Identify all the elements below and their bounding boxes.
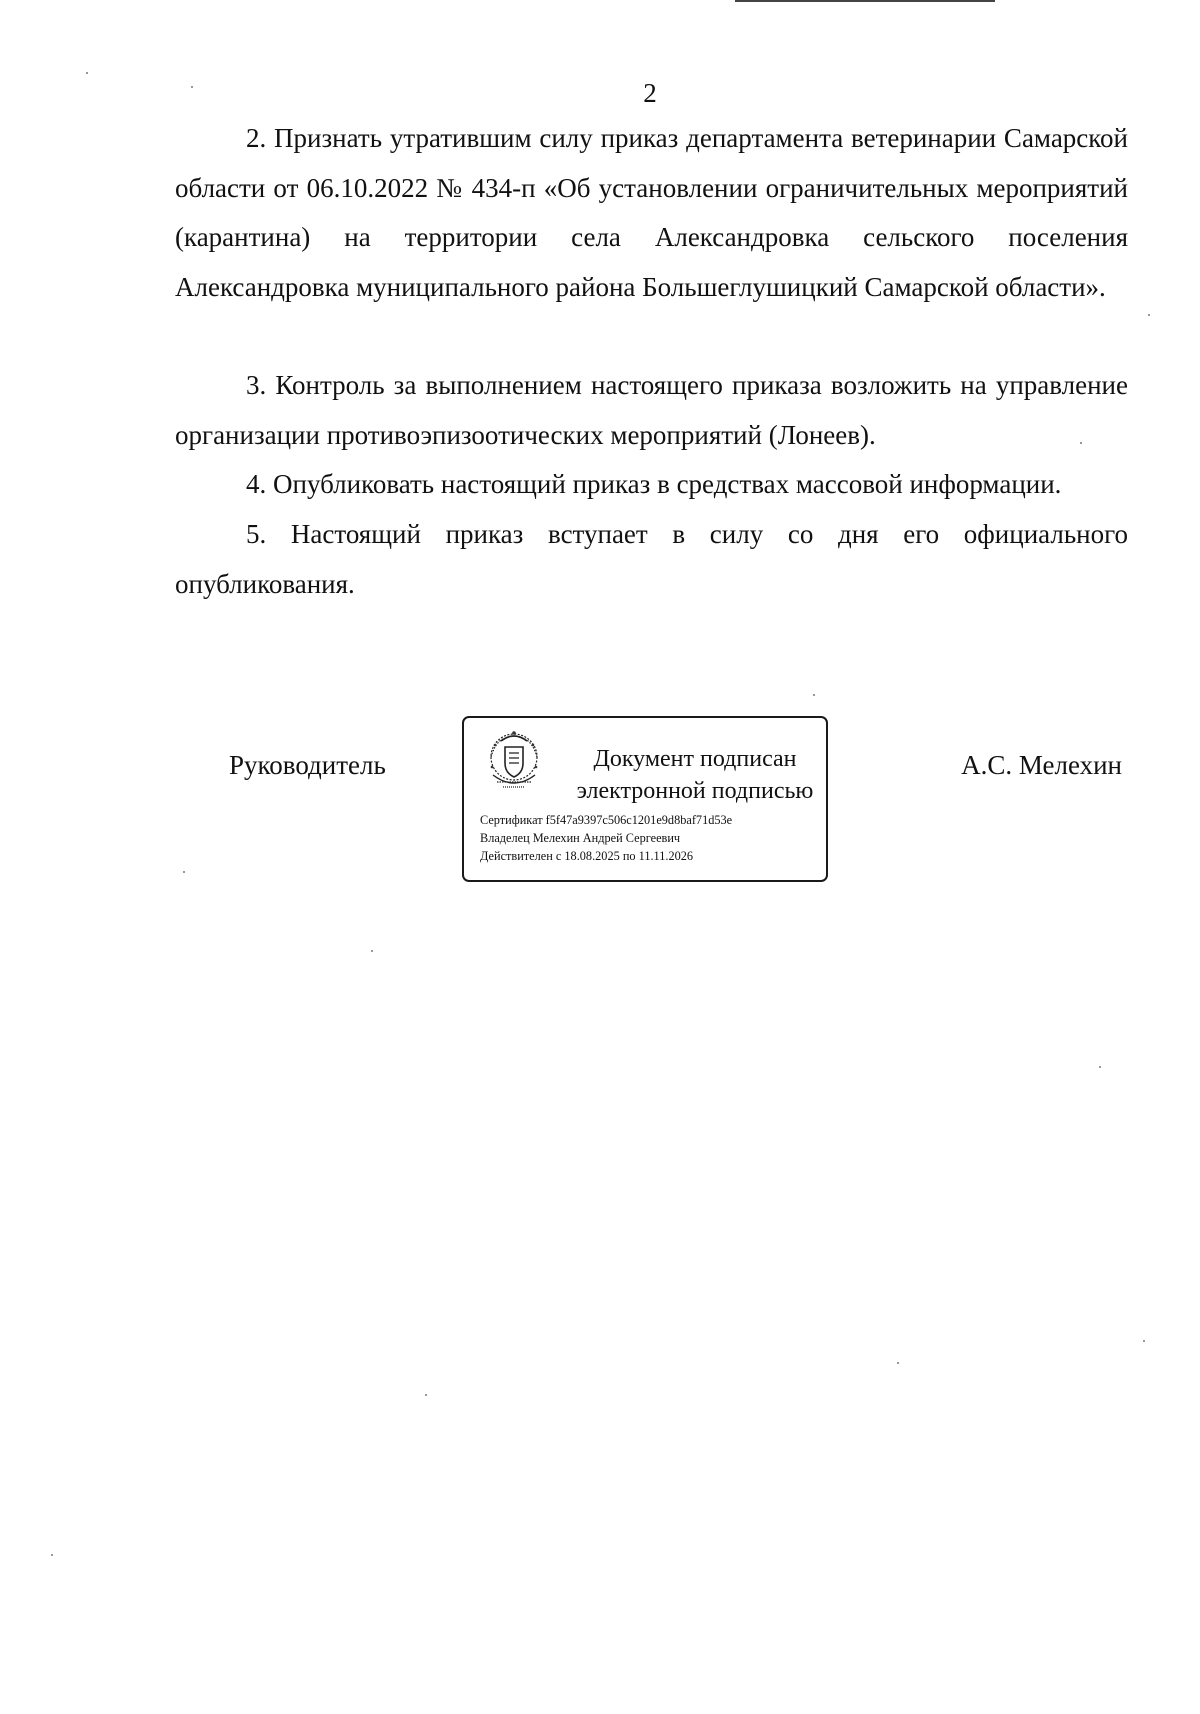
signer-position: Руководитель [229,750,386,780]
paragraph-item-2: 2. Признать утратившим силу приказ департамента ветеринарии Самарской области от 06.10.2022 № 434-п «Об установлении ограничительных мероприятий (карантина) на территории села Александровка сельского поселения Александровка муниципального района Большеглушицкий Самарской области». [175,123,1128,302]
paragraph-item-5: 5. Настоящий приказ вступает в силу со дня его официального опубликования. [175,519,1128,599]
page-number: 2 [643,78,657,108]
e-signature-title-line2: электронной подписью [576,778,814,804]
scan-speck [813,694,815,696]
scan-speck [1148,314,1150,316]
scan-speck [425,1394,427,1396]
coat-of-arms-icon [483,727,545,793]
scan-speck [51,1554,53,1556]
e-signature-title-line1: Документ подписан [593,746,797,772]
validity-line: Действителен с 18.08.2025 по 11.11.2026 [480,849,694,863]
scan-speck [897,1362,899,1364]
signer-name: А.С. Мелехин [961,750,1122,780]
e-signature-title [564,743,826,807]
scan-speck [1143,1340,1145,1342]
scan-speck [183,871,185,873]
scan-speck [191,86,193,88]
owner-line: Владелец Мелехин Андрей Сергеевич [480,831,681,845]
scan-speck [1099,1066,1101,1068]
top-scan-edge [735,0,995,2]
scan-speck [1080,442,1082,444]
paragraph-item-3: 3. Контроль за выполнением настоящего приказа возложить на управление организации противоэпизоотических мероприятий (Лонеев). [175,370,1128,450]
paragraph-item-4: 4. Опубликовать настоящий приказ в средствах массовой информации. [246,469,1062,499]
certificate-line: Сертификат f5f47a9397c506c1201e9d8baf71d53e [480,813,733,827]
e-signature-details [480,811,732,865]
scan-speck [371,950,373,952]
scan-speck [86,72,88,74]
electronic-signature-stamp [462,716,828,882]
